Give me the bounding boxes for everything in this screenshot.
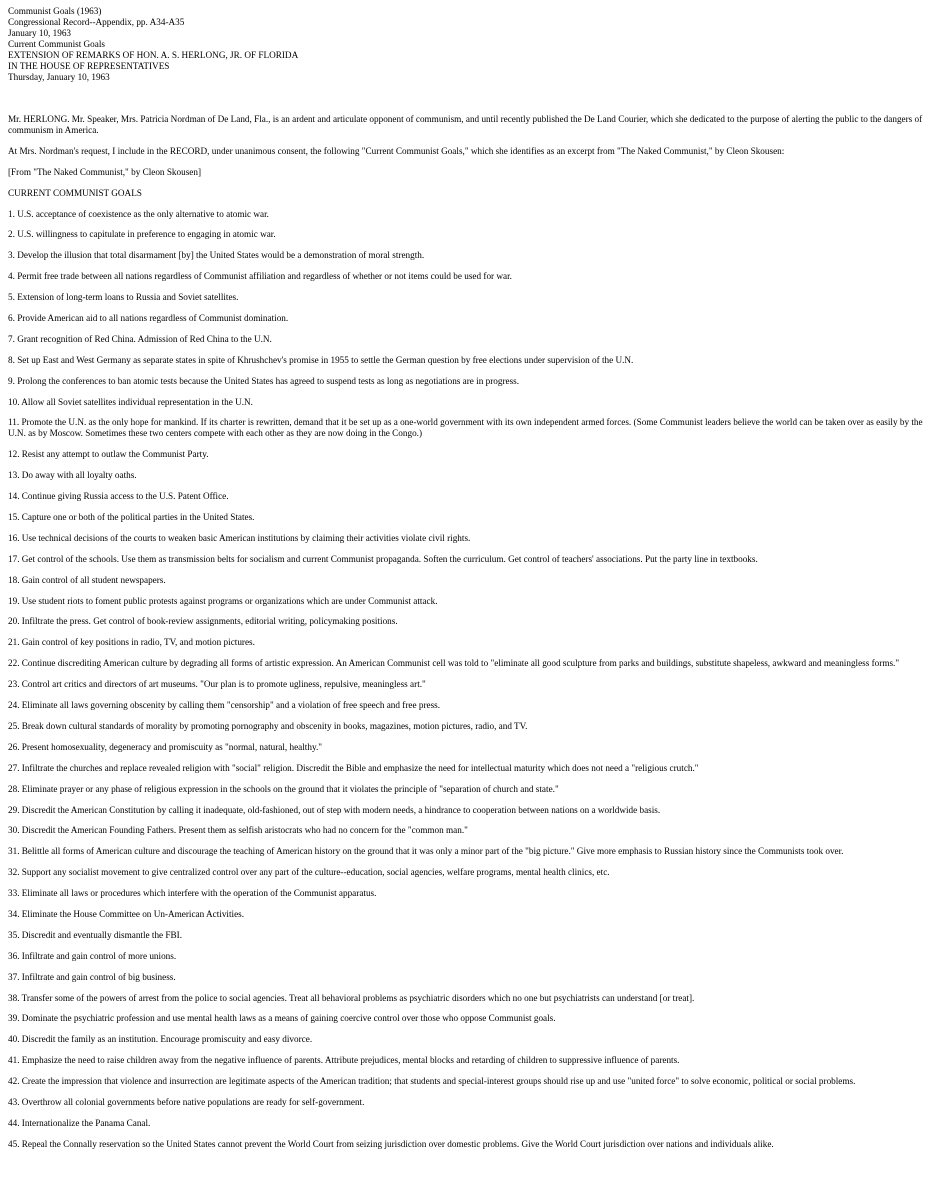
goal-item: 42. Create the impression that violence and insurrection are legitimate aspects of the American tradition; that students and special-interest groups should rise up and use "united force" to solve economic, political or social problems.: [8, 1076, 856, 1087]
goal-item: 45. Repeal the Connally reservation so the United States cannot prevent the World Court from seizing jurisdiction over domestic problems. Give the World Court jurisdiction over nations and individuals alike.: [8, 1138, 774, 1149]
goal-item: 30. Discredit the American Founding Fathers. Present them as selfish aristocrats who had no concern for the "common man.": [8, 825, 468, 836]
goal-item: 27. Infiltrate the churches and replace revealed religion with "social" religion. Discredit the Bible and emphasize the need for intellectual maturity which does not need a "religious crutch.": [8, 762, 699, 773]
goal-item: 26. Present homosexuality, degeneracy and promiscuity as "normal, natural, healthy.": [8, 741, 323, 752]
goal-item: 33. Eliminate all laws or procedures which interfere with the operation of the Communist apparatus.: [8, 888, 377, 899]
goal-item: 16. Use technical decisions of the courts to weaken basic American institutions by claiming their activities violate civil rights.: [8, 532, 471, 543]
goals-heading: CURRENT COMMUNIST GOALS: [8, 187, 142, 198]
goal-item: 35. Discredit and eventually dismantle the FBI.: [8, 929, 183, 940]
goal-item: 19. Use student riots to foment public protests against programs or organizations which are under Communist attack.: [8, 595, 438, 606]
goal-item: 40. Discredit the family as an institution. Encourage promiscuity and easy divorce.: [8, 1034, 313, 1045]
goal-item: 37. Infiltrate and gain control of big business.: [8, 971, 176, 982]
goal-item: 32. Support any socialist movement to give centralized control over any part of the culture--education, social agencies, welfare programs, mental health clinics, etc.: [8, 867, 610, 878]
goal-item: 24. Eliminate all laws governing obscenity by calling them "censorship" and a violation of free speech and free press.: [8, 700, 441, 711]
goal-item: 29. Discredit the American Constitution by calling it inadequate, old-fashioned, out of step with modern needs, a hindrance to cooperation between nations on a worldwide basis.: [8, 804, 661, 815]
header-extension: EXTENSION OF REMARKS OF HON. A. S. HERLONG, JR. OF FLORIDA: [8, 50, 299, 60]
goal-item: 9. Prolong the conferences to ban atomic tests because the United States has agreed to suspend tests as long as negotiations are in progress.: [8, 375, 520, 386]
goal-item: 10. Allow all Soviet satellites individual representation in the U.N.: [8, 396, 253, 407]
source-note: [From "The Naked Communist," by Cleon Skousen]: [8, 166, 202, 177]
header-source: Congressional Record--Appendix, pp. A34-A35: [8, 17, 185, 27]
header-title: Communist Goals (1963): [8, 6, 102, 16]
goal-item: 44. Internationalize the Panama Canal.: [8, 1117, 151, 1128]
goal-item: 4. Permit free trade between all nations regardless of Communist affiliation and regardless of whether or not items could be used for war.: [8, 271, 512, 282]
goal-item: 3. Develop the illusion that total disarmament [by] the United States would be a demonstration of moral strength.: [8, 250, 425, 261]
document-header: [8, 6, 928, 83]
goal-item: 12. Resist any attempt to outlaw the Communist Party.: [8, 449, 209, 460]
goal-item: 18. Gain control of all student newspapers.: [8, 574, 166, 585]
header-subject: Current Communist Goals: [8, 39, 105, 49]
goal-item: 7. Grant recognition of Red China. Admission of Red China to the U.N.: [8, 333, 272, 344]
goal-item: 13. Do away with all loyalty oaths.: [8, 470, 137, 481]
goal-item: 34. Eliminate the House Committee on Un-American Activities.: [8, 908, 245, 919]
goal-item: 21. Gain control of key positions in radio, TV, and motion pictures.: [8, 637, 255, 648]
goal-item: 31. Belittle all forms of American culture and discourage the teaching of American history on the ground that it was only a minor part of the "big picture." Give more emphasis to Russian history since the Communists took over.: [8, 846, 844, 857]
goal-item: 43. Overthrow all colonial governments before native populations are ready for self-government.: [8, 1096, 365, 1107]
goal-item: 6. Provide American aid to all nations regardless of Communist domination.: [8, 313, 289, 324]
intro-paragraph: Mr. HERLONG. Mr. Speaker, Mrs. Patricia Nordman of De Land, Fla., is an ardent and articulate opponent of communism, and until recently published the De Land Courier, which she dedicated to the purpose of alerting the public to the dangers of communism in America.: [8, 114, 923, 135]
goals-list: [8, 209, 928, 1150]
goal-item: 28. Eliminate prayer or any phase of religious expression in the schools on the ground that it violates the principle of "separation of church and state.": [8, 783, 559, 794]
goal-item: 15. Capture one or both of the political parties in the United States.: [8, 512, 255, 523]
goal-item: 17. Get control of the schools. Use them as transmission belts for socialism and current Communist propaganda. Soften the curriculum. Get control of teachers' associations. Put the party line in textbooks.: [8, 553, 758, 564]
goal-item: 2. U.S. willingness to capitulate in preference to engaging in atomic war.: [8, 229, 276, 240]
header-house: IN THE HOUSE OF REPRESENTATIVES: [8, 61, 170, 71]
header-date: January 10, 1963: [8, 28, 72, 38]
goal-item: 36. Infiltrate and gain control of more unions.: [8, 950, 177, 961]
goal-item: 20. Infiltrate the press. Get control of book-review assignments, editorial writing, policymaking positions.: [8, 616, 398, 627]
goal-item: 8. Set up East and West Germany as separate states in spite of Khrushchev's promise in 1955 to settle the German question by free elections under supervision of the U.N.: [8, 354, 634, 365]
goal-item: 25. Break down cultural standards of morality by promoting pornography and obscenity in books, magazines, motion pictures, radio, and TV.: [8, 720, 528, 731]
goal-item: 39. Dominate the psychiatric profession and use mental health laws as a means of gaining coercive control over those who oppose Communist goals.: [8, 1013, 556, 1024]
document-body: [8, 114, 928, 1150]
goal-item: 5. Extension of long-term loans to Russia and Soviet satellites.: [8, 292, 239, 303]
goal-item: 41. Emphasize the need to raise children away from the negative influence of parents. Attribute prejudices, mental blocks and retarding of children to suppressive influence of parents.: [8, 1055, 680, 1066]
goal-item: 22. Continue discrediting American culture by degrading all forms of artistic expression. An American Communist cell was told to "eliminate all good sculpture from parks and buildings, substitute shapeless, awkward and meaningless forms.": [8, 658, 900, 669]
goal-item: 14. Continue giving Russia access to the U.S. Patent Office.: [8, 491, 229, 502]
header-day-date: Thursday, January 10, 1963: [8, 72, 110, 82]
request-paragraph: At Mrs. Nordman's request, I include in the RECORD, under unanimous consent, the following "Current Communist Goals," which she identifies as an excerpt from "The Naked Communist," by Cleon Skousen:: [8, 145, 785, 156]
goal-item: 1. U.S. acceptance of coexistence as the only alternative to atomic war.: [8, 208, 269, 219]
goal-item: 38. Transfer some of the powers of arrest from the police to social agencies. Treat all behavioral problems as psychiatric disorders which no one but psychiatrists can understand [or treat].: [8, 992, 695, 1003]
goal-item: 11. Promote the U.N. as the only hope for mankind. If its charter is rewritten, demand that it be set up as a one-world government with its own independent armed forces. (Some Communist leaders believe the world can be taken over as easily by the U.N. as by Moscow. Sometimes these two centers compete with each other as they are now doing in the Congo.): [8, 417, 923, 439]
goal-item: 23. Control art critics and directors of art museums. "Our plan is to promote ugliness, repulsive, meaningless art.": [8, 679, 426, 690]
